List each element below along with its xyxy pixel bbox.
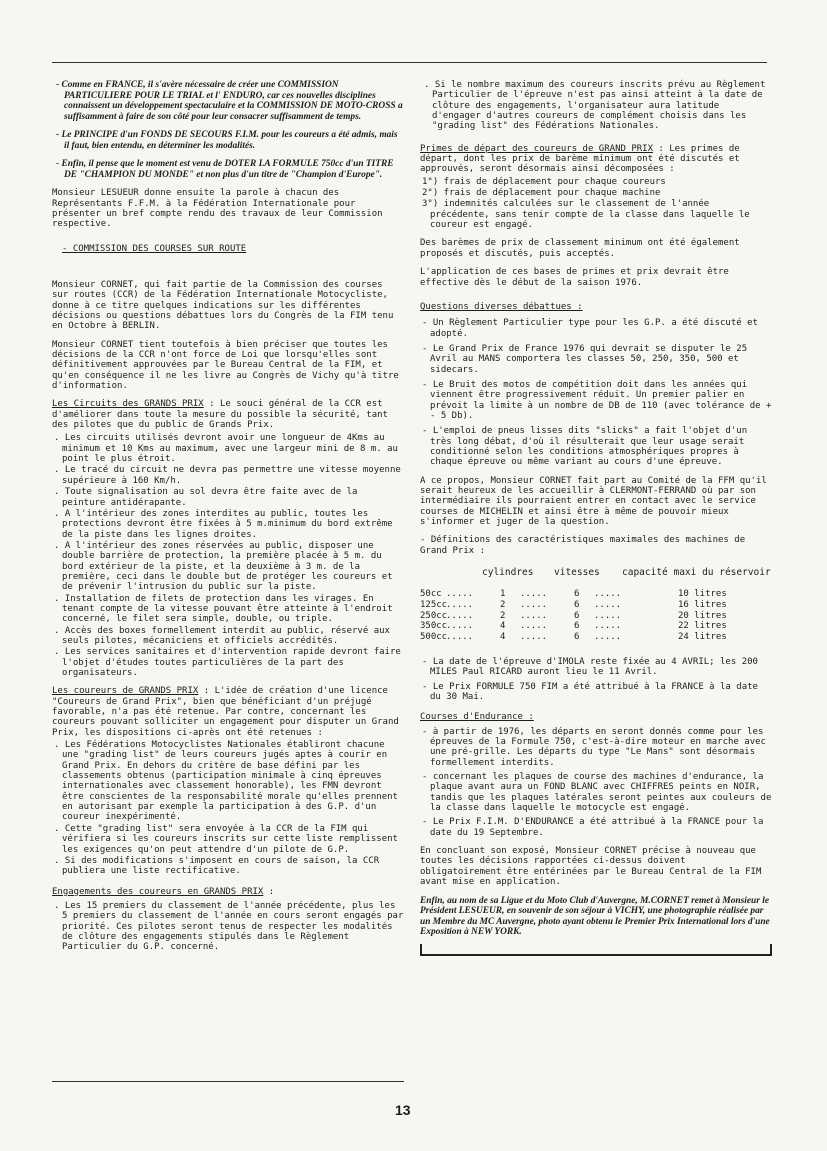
questions-list [420,318,772,467]
primes-list [420,177,772,231]
list-item: . Les Fédérations Motocyclistes Nationales établiront chacune une "grading list" de leurs coureurs jugés aptes à courir en Grand Prix. En dehors du critère de base défini par les classements obtenus (participation minimale à cinq épreuves internationales avec classement honorable), les FMN devront être conscientes de la responsabilité morale qu'elles prennent en autorisant par exemple la participation à des G.P. d'un coureur inexpérimenté. [54,740,398,823]
right-column [420,80,772,956]
table-cell: 6 [574,610,580,621]
list-item: - La date de l'épreuve d'IMOLA reste fixée au 4 AVRIL; les 200 MILES Paul RICARD auront lieu le 11 Avril. [422,656,758,678]
leader-dots: ..... [446,610,474,621]
endurance-heading: Courses d'Endurance : [420,712,534,723]
coureurs-heading: Les coureurs de GRANDS PRIX [52,686,199,697]
table-row [420,611,772,622]
table-cell: 2 [500,610,506,621]
comite-paragraph: A ce propos, Monsieur CORNET fait part au Comité de la FFM qu'il serait heureux de les accueillir à CLERMONT-FERRAND où par son intermédiaire ils pourraient entrer en contact avec le service courses de MICHELIN et ainsi être à même de pouvoir mieux s'informer et juger de la question. [420,475,767,528]
list-item: . Les services sanitaires et d'intervention rapide devront faire l'objet d'études toutes particulières de la part des organisateurs. [54,647,401,678]
cornet-paragraph-2: Monsieur CORNET tient toutefois à bien préciser que toutes les décisions de la CCR n'ont force de Loi que lorsqu'elles sont définitivement approuvées par le Bureau Central de la FIM, et qu'en conséquence il ne les livre au Congrès de Vichy qu'à titre d'information. [52,339,399,392]
intro-item-1: - Comme en FRANCE, il s'avère nécessaire de créer une COMMISSION PARTICULIERE POUR LE TRIAL et l' ENDURO, car ces nouvelles disciplines connaissent un développement spectaculaire et la COMMISSION DE MOTO-CROSS a suffisamment à faire de son côté pour leur consacrer suffisamment de temps. [56,80,403,122]
leader-dots: ..... [594,588,622,599]
table-cell: 250cc [420,610,448,621]
table-row [420,621,772,632]
table-cell: 10 litres [678,588,727,599]
baremes-paragraph: Des barèmes de prix de classement minimum ont été également proposés et discutés, puis acceptés. [420,238,740,259]
coureurs-paragraph [52,686,404,738]
list-item: . Les circuits utilisés devront avoir une longueur de 4Kms au minimum et 10 Kms au maximum, avec une largeur mini de 8 m. au point le plus étroit. [54,433,398,465]
page-number: 13 [395,1102,411,1118]
list-item: - L'emploi de pneus lisses dits "slicks" a fait l'objet d'un très long débat, d'où il résulterait que leur usage serait conditionné selon les conditions atmosphériques propres à chaque épreuve ou même variant au cours d'une épreuve. [422,426,748,468]
circuits-intro: : Le souci général de la CCR est d'améliorer dans toute la mesure du possible la sécurité, tant des pilotes que du public de Grands Prix. [52,399,388,431]
table-header-cell: capacité maxi du réservoir [622,567,771,579]
leader-dots: ..... [594,610,622,621]
coureurs-intro: : L'idée de création d'une licence "Coureurs de Grand Prix", bien que bénéficiant d'un préjugé favorable, n'a pas été retenue. Par contre, concernant les coureurs pouvant solliciter un engagement pour disputer un Grand Prix, les dispositions ci-après ont été retenues : [52,686,399,738]
list-item: . Toute signalisation au sol devra être faite avec de la peinture antidérapante. [54,487,358,508]
engagements-list [52,901,404,953]
table-cell: 50cc [420,588,442,599]
table-cell: 4 [500,621,506,632]
table-cell: 6 [574,632,580,643]
specs-table [420,568,772,643]
intro-item-2: - Le PRINCIPE d'un FONDS DE SECOURS F.I.M. pour les coureurs a été admis, mais il faut, bien entendu, en déterminer les modalités. [56,130,398,151]
table-cell: 2 [500,599,506,610]
leader-dots: ..... [446,599,474,610]
list-item: - Le Grand Prix de France 1976 qui devrait se disputer le 25 Avril au MANS comportera les classes 50, 250, 350, 500 et sidecars. [422,343,748,375]
left-column [52,80,404,961]
conclusion-paragraph: En concluant son exposé, Monsieur CORNET précise à nouveau que toutes les décisions rapportées ci-dessus doivent obligatoirement être entérinées par le Bureau Central de la FIM avant mise en application. [420,846,762,888]
list-item: . Le tracé du circuit ne devra pas permettre une vitesse moyenne supérieure à 160 Km/h. [54,465,401,486]
table-header-cell: vitesses [554,567,600,579]
intro-list [52,80,404,180]
commission-heading: - COMMISSION DES COURSES SUR ROUTE [62,243,247,254]
questions-heading: Questions diverses débattues : [420,301,583,312]
circuits-paragraph [52,399,404,430]
leader-dots: ..... [520,610,548,621]
list-item: . Les 15 premiers du classement de l'année précédente, plus les 5 premiers du classement de l'année en cours seront engagés par priorité. Ces pilotes seront tenus de respecter les modalités de clôture des engagements stipulés dans le Règlement Particulier du G.P. concerné. [54,900,404,953]
leader-dots: ..... [446,632,474,643]
table-row [420,600,772,611]
table-cell: 20 litres [678,610,727,621]
list-item: . A l'intérieur des zones réservées au public, disposer une double barrière de protection, la première placée à 5 m. du bord extérieur de la piste, et la deuxième à 3 m. de la première, ceci dans le double but de protéger les coureurs et de prévenir l'intrusion du public sur la piste. [54,540,393,593]
list-item: . Cette "grading list" sera envoyée à la CCR de la FIM qui vérifiera si les coureurs inscrits sur cette liste remplissent les exigences qu'on peut attendre d'un pilote de G.P. [54,823,398,855]
final-paragraph: Enfin, au nom de sa Ligue et du Moto Club d'Auvergne, M.CORNET remet à Monsieur le Président LESUEUR, en souvenir de son séjour à VICHY, une photographie réalisée par un Membre du MC Auvergne, photo ayant obtenu le Premier Prix International lors d'une Exposition à NEW YORK. [420,895,770,938]
table-row [420,589,772,600]
leader-dots: ..... [520,621,548,632]
table-cell: 350cc [420,621,448,632]
list-item: . Si des modifications s'imposent en cours de saison, la CCR publiera une liste rectificative. [54,855,380,877]
list-item: - Un Règlement Particulier type pour les G.P. a été discuté et adopté. [422,318,758,339]
table-cell: 6 [574,621,580,632]
dates-list [420,657,772,702]
circuits-list [52,433,404,678]
lesueur-paragraph: Monsieur LESUEUR donne ensuite la parole à chacun des Représentants F.F.M. à la Fédération Internationale pour présenter un bref compte rendu des travaux de leur Commission respective. [52,188,383,230]
table-cell: 1 [500,588,506,599]
coureurs-list [52,740,404,876]
bottom-rule [52,1081,404,1082]
engagements-heading: Engagements des coureurs en GRANDS PRIX [52,886,264,897]
top-item: . Si le nombre maximum des coureurs inscrits prévu au Règlement Particulier de l'épreuve n'est pas ainsi atteint à la date de clôture des engagements, l'organisateur aura latitude d'engager d'autres coureurs de complément choisis dans les "grading list" des Fédérations Nationales. [424,80,766,132]
table-cell: 16 litres [678,599,727,610]
primes-paragraph [420,144,772,175]
list-item: 2°) frais de déplacement pour chaque machine [422,188,661,199]
leader-dots: ..... [446,588,474,599]
table-cell: 4 [500,632,506,643]
closing-bracket [420,944,772,956]
intro-item-3: - Enfin, il pense que le moment est venu de DOTER LA FORMULE 750cc d'un TITRE DE "CHAMPION DU MONDE" et non plus d'un titre de "Champion d'Europe". [56,159,394,180]
leader-dots: ..... [520,632,548,643]
table-cell: 500cc [420,632,448,643]
list-item: . A l'intérieur des zones interdites au public, toutes les protections devront être fixées à 5 m.minimum du bord extrême de la piste dans les lignes droites. [54,508,393,540]
leader-dots: ..... [520,588,548,599]
leader-dots: ..... [594,632,622,643]
leader-dots: ..... [446,621,474,632]
primes-intro: : Les primes de départ, dont les prix de barème minimum ont été discutés et approuvés, seront désormais ainsi décomposées : [420,143,740,175]
list-item: 3°) indemnités calculées sur le classement de l'année précédente, sans tenir compte de la classe dans laquelle le coureur est engagé. [422,199,750,231]
table-header-cell: cylindres [482,567,534,579]
primes-heading: Primes de départ des coureurs de GRAND PRIX [420,143,653,154]
definitions-paragraph: - Définitions des caractéristiques maximales des machines de Grand Prix : [420,535,746,556]
leader-dots: ..... [594,599,622,610]
endurance-list [420,727,772,838]
table-cell: 22 litres [678,621,727,632]
list-item: . Installation de filets de protection dans les virages. En tenant compte de la vitesse pouvant être atteinte à l'endroit concerné, le filet sera simple, double, ou triple. [54,593,393,625]
list-item: - concernant les plaques de course des machines d'endurance, la plaque avant aura un FOND BLANC avec CHIFFRES peints en NOIR, tandis que les plaques latérales seront peintes aux couleurs de la classe dans laquelle le motocycle est engagé. [422,772,772,814]
table-cell: 6 [574,599,580,610]
leader-dots: ..... [594,621,622,632]
list-item: - à partir de 1976, les départs en seront donnés comme pour les épreuves de la Formule 750, c'est-à-dire moteur en marche avec une pré-grille. Les départs du type "Le Mans" sont désormais formellement interdits. [422,726,766,768]
list-item: - Le Prix F.I.M. D'ENDURANCE a été attribué à la FRANCE pour la date du 19 Septembre. [422,817,764,838]
engagements-paragraph [52,887,404,897]
table-header [420,568,772,579]
application-paragraph: L'application de ces bases de primes et prix devrait être effective dès le début de la saison 1976. [420,267,729,288]
engagements-suffix: : [263,886,275,897]
circuits-heading: Les Circuits des GRANDS PRIX [52,399,204,410]
table-row [420,632,772,643]
table-cell: 24 litres [678,632,727,643]
cornet-paragraph-1: Monsieur CORNET, qui fait partie de la Commission des courses sur routes (CCR) de la Fédération Internationale Motocycliste, donne à ce titre quelques indications sur les différentes décisions ou questions débattues lors du Congrès de la FIM tenu en Octobre à BERLIN. [52,279,394,332]
top-rule [52,62,767,63]
list-item: - Le Prix FORMULE 750 FIM a été attribué à la FRANCE à la date du 30 Mai. [422,681,758,702]
table-cell: 6 [574,588,580,599]
leader-dots: ..... [520,599,548,610]
list-item: 1°) frais de déplacement pour chaque coureurs [422,176,666,187]
table-cell: 125cc [420,599,448,610]
list-item: . Accès des boxes formellement interdit au public, réservé aux seuls pilotes, mécaniciens et officiels accrédités. [54,625,390,646]
list-item: - Le Bruit des motos de compétition doit dans les années qui viennent être progressivement réduit. Un premier palier en prévoit la limite à un nombre de DB de 110 (avec tolérance de + - 5 Db). [422,379,772,421]
